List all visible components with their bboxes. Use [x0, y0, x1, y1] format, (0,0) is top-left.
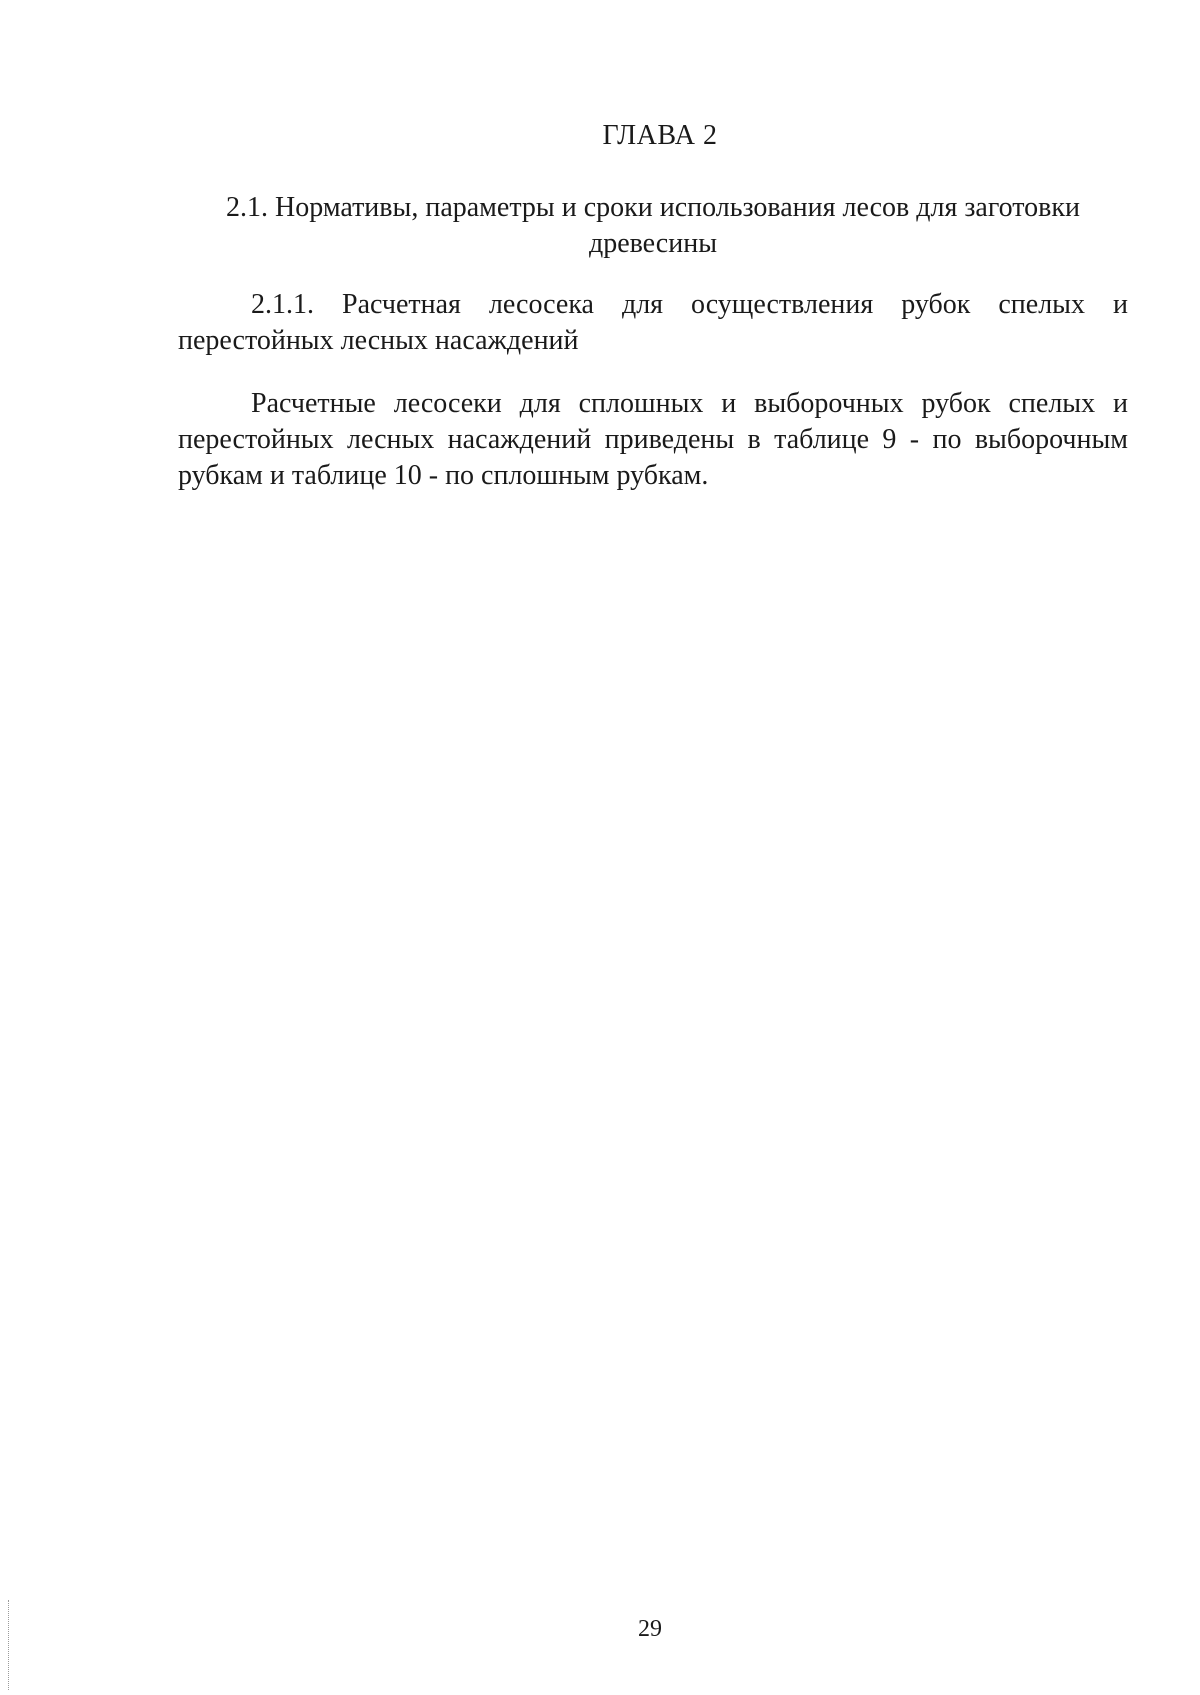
subsection-title: 2.1.1. Расчетная лесосека для осуществления рубок спелых и перестойных лесных насаждений	[178, 289, 1128, 356]
scan-edge-mark	[8, 1600, 10, 1690]
body-paragraph: Расчетные лесосеки для сплошных и выборочных рубок спелых и перестойных лесных насаждений приведены в таблице 9 - по выборочным рубкам и таблице 10 - по сплошным рубкам.	[178, 388, 1128, 491]
page-number: 29	[638, 1616, 662, 1642]
chapter-title: ГЛАВА 2	[602, 120, 718, 151]
section-title: 2.1. Нормативы, параметры и сроки использования лесов для заготовки древесины	[226, 192, 1080, 259]
